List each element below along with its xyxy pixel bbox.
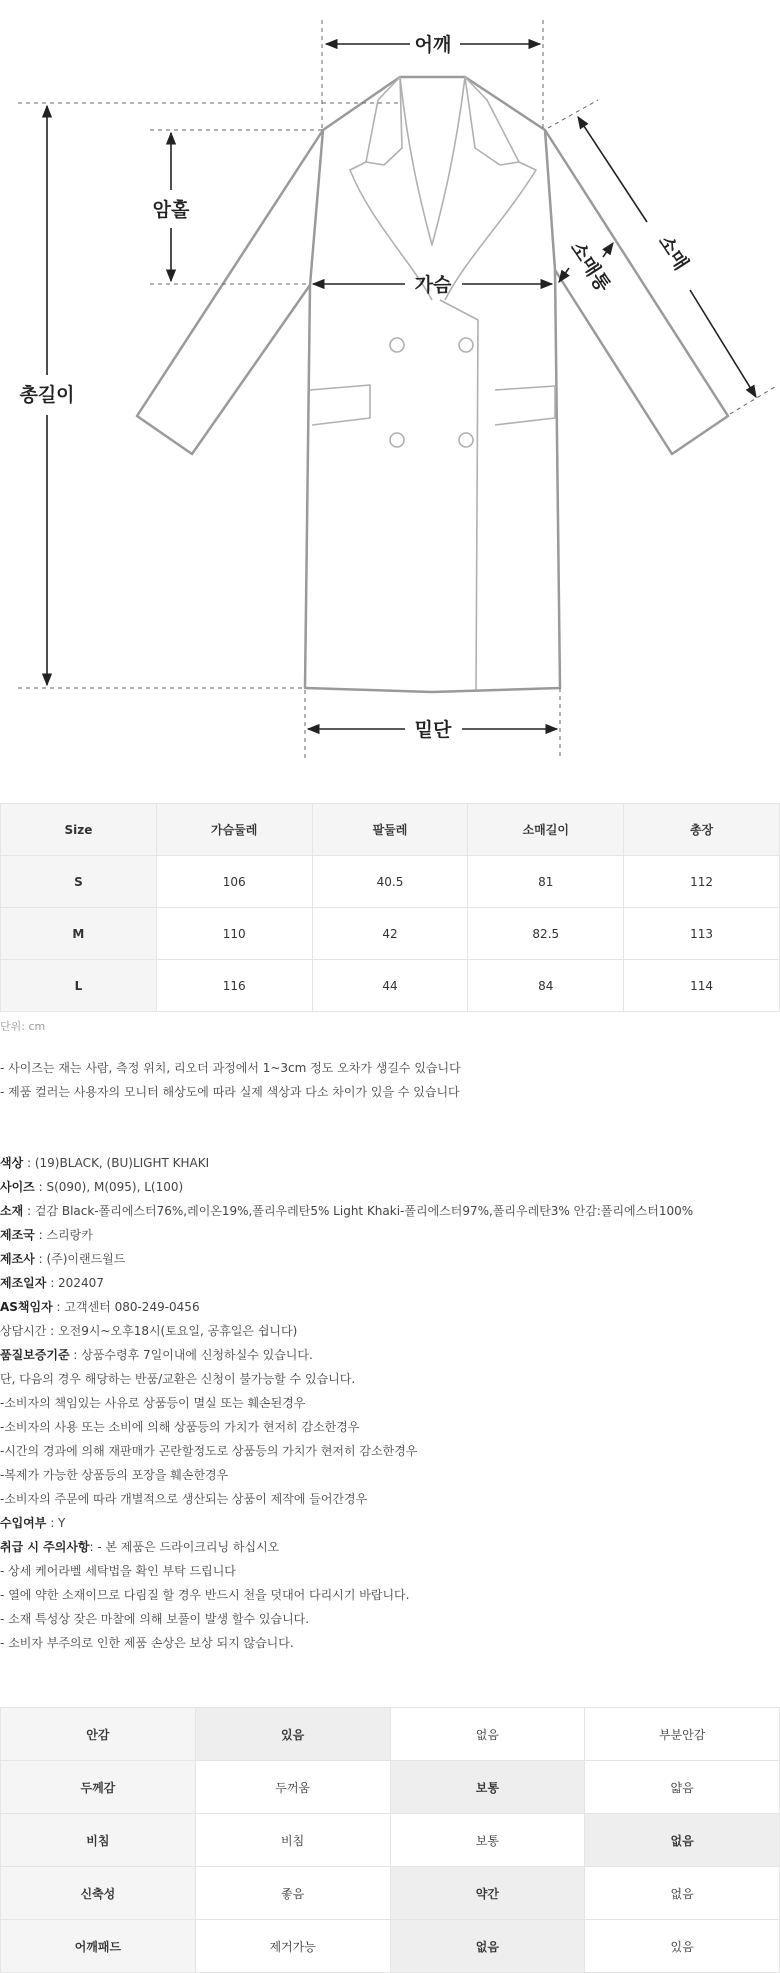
coat-outline (137, 77, 728, 692)
spec-value: -복제가 가능한 상품등의 포장을 훼손한경우 (0, 1468, 229, 1482)
table-row (1, 856, 780, 908)
feature-row (1, 1867, 780, 1920)
spec-value: : 스리랑카 (34, 1228, 93, 1242)
lapel-right (445, 162, 536, 300)
size-table-header (1, 804, 780, 856)
arm-col-header: 팔둘레 (312, 804, 468, 856)
spec-line (0, 1511, 780, 1535)
spec-line (0, 1223, 780, 1247)
sleeve-width-arrow (603, 243, 613, 257)
feature-option-selected: 약간 (390, 1867, 585, 1920)
spec-key: 색상 (0, 1156, 24, 1170)
table-row (1, 960, 780, 1012)
chest-col-header: 가슴둘레 (156, 804, 312, 856)
spec-key: 수입여부 (0, 1516, 47, 1530)
spec-key: 취급 시 주의사항 (0, 1540, 90, 1554)
table-cell: 106 (156, 856, 312, 908)
table-cell: 42 (312, 908, 468, 960)
pocket-left (310, 385, 370, 425)
spec-key: 제조국 (0, 1228, 35, 1242)
button (390, 433, 404, 447)
sleeve-width-arrow (559, 268, 569, 282)
spec-line (0, 1415, 780, 1439)
feature-option: 얇음 (585, 1761, 780, 1814)
spec-key: 소재 (0, 1204, 24, 1218)
spec-value: : (주)이랜드월드 (34, 1252, 126, 1266)
table-cell: 113 (624, 908, 780, 960)
feature-row (1, 1761, 780, 1814)
spec-line (0, 1295, 780, 1319)
spec-line (0, 1535, 780, 1559)
coat-details (310, 77, 555, 690)
spec-line (0, 1583, 780, 1607)
spec-line (0, 1559, 780, 1583)
feature-option: 보통 (390, 1814, 585, 1867)
spec-value: - 소재 특성상 잦은 마찰에 의해 보풀이 발생 할수 있습니다. (0, 1612, 310, 1626)
table-cell: 116 (156, 960, 312, 1012)
hem-label: 밑단 (414, 719, 452, 741)
spec-line (0, 1319, 780, 1343)
table-cell: 112 (624, 856, 780, 908)
spec-value: - 상세 케어라벨 세탁법을 확인 부탁 드립니다 (0, 1564, 236, 1578)
size-table (0, 803, 780, 1012)
armhole-label: 암홀 (152, 199, 190, 221)
table-cell: 84 (468, 960, 624, 1012)
table-cell: 40.5 (312, 856, 468, 908)
spec-value: : 겉감 Black-폴리에스터76%,레이온19%,폴리우레탄5% Light Khaki-폴리에스터97%,폴리우레탄3% 안감:폴리에스터100% (23, 1204, 694, 1218)
collar-left (366, 77, 402, 165)
button (390, 338, 404, 352)
unit-note: 단위: cm (0, 1020, 46, 1033)
coat-body (305, 77, 560, 692)
feature-option: 좋음 (195, 1867, 390, 1920)
sleeve-arrow (578, 117, 647, 222)
feature-option: 제거가능 (195, 1920, 390, 1973)
feature-label: 두께감 (1, 1761, 196, 1814)
spec-line (0, 1175, 780, 1199)
spec-value: - 소비자 부주의로 인한 제품 손상은 보상 되지 않습니다. (0, 1636, 294, 1650)
spec-line (0, 1199, 780, 1223)
collar-stand (400, 77, 465, 245)
size-cell: M (1, 908, 157, 960)
feature-option: 있음 (585, 1920, 780, 1973)
spec-value: - 열에 약한 소재이므로 다림질 할 경우 반드시 천을 덧대어 다리시기 바랍니다. (0, 1588, 410, 1602)
product-spec (0, 1151, 780, 1655)
table-cell: 81 (468, 856, 624, 908)
size-cell: S (1, 856, 157, 908)
feature-row (1, 1708, 780, 1761)
table-cell: 82.5 (468, 908, 624, 960)
table-row (1, 908, 780, 960)
sleeve-arrow (690, 290, 756, 397)
sleeve-label: 소매 (653, 231, 693, 275)
feature-label: 안감 (1, 1708, 196, 1761)
spec-value: -시간의 경과에 의해 재판매가 곤란할정도로 상품등의 가치가 현저히 감소한경우 (0, 1444, 418, 1458)
collar-right (465, 77, 519, 165)
spec-value: 단, 다음의 경우 해당하는 반품/교환은 신청이 불가능할 수 있습니다. (0, 1372, 356, 1386)
spec-value: -소비자의 주문에 따라 개별적으로 생산되는 상품이 제작에 들어간경우 (0, 1492, 368, 1506)
feature-row (1, 1814, 780, 1867)
spec-line (0, 1607, 780, 1631)
spec-value: : S(090), M(095), L(100) (34, 1180, 184, 1194)
feature-label: 신축성 (1, 1867, 196, 1920)
spec-line (0, 1343, 780, 1367)
spec-value: : (19)BLACK, (BU)LIGHT KHAKI (23, 1156, 210, 1170)
right-sleeve (545, 130, 728, 454)
left-sleeve (137, 130, 323, 454)
spec-line (0, 1151, 780, 1175)
feature-option: 두꺼움 (195, 1761, 390, 1814)
spec-line (0, 1439, 780, 1463)
spec-key: 제조사 (0, 1252, 35, 1266)
table-cell: 110 (156, 908, 312, 960)
spec-line (0, 1271, 780, 1295)
spec-key: AS책임자 (0, 1300, 53, 1314)
total-length-label: 총길이 (19, 384, 75, 406)
button (459, 338, 473, 352)
spec-value: : - 본 제품은 드라이크리닝 하십시오 (89, 1540, 280, 1554)
length-col-header: 총장 (624, 804, 780, 856)
spec-line (0, 1487, 780, 1511)
spec-line (0, 1463, 780, 1487)
spec-line (0, 1631, 780, 1655)
feature-option: 부분안감 (585, 1708, 780, 1761)
spec-value: : Y (46, 1516, 66, 1530)
chest-label: 가슴 (414, 274, 452, 296)
feature-option: 없음 (585, 1867, 780, 1920)
guide-lines (18, 20, 778, 760)
sleeve-col-header: 소매길이 (468, 804, 624, 856)
feature-row (1, 1920, 780, 1973)
front-placket (440, 300, 478, 690)
sleeve-width-label: 소매통 (565, 237, 615, 296)
spec-key: 제조일자 (0, 1276, 47, 1290)
spec-value: -소비자의 사용 또는 소비에 의해 상품등의 가치가 현저히 감소한경우 (0, 1420, 360, 1434)
table-cell: 44 (312, 960, 468, 1012)
pocket-right (495, 386, 555, 425)
feature-option-selected: 보통 (390, 1761, 585, 1814)
spec-value: : 상품수령후 7일이내에 신청하실수 있습니다. (69, 1348, 313, 1362)
button (459, 433, 473, 447)
size-cell: L (1, 960, 157, 1012)
feature-option-selected: 없음 (390, 1920, 585, 1973)
feature-option-selected: 있음 (195, 1708, 390, 1761)
spec-value: -소비자의 책임있는 사유로 상품등이 멸실 또는 훼손된경우 (0, 1396, 306, 1410)
size-notes (0, 1056, 461, 1104)
size-col-header: Size (1, 804, 157, 856)
feature-label: 비침 (1, 1814, 196, 1867)
table-cell: 114 (624, 960, 780, 1012)
note-line: - 사이즈는 재는 사람, 측정 위치, 리오더 과정에서 1~3cm 정도 오차가 생길수 있습니다 (0, 1061, 461, 1075)
spec-key: 품질보증기준 (0, 1348, 70, 1362)
spec-value: 상담시간 : 오전9시~오후18시(토요일, 공휴일은 쉽니다) (0, 1324, 298, 1338)
feature-option: 비침 (195, 1814, 390, 1867)
feature-option: 없음 (390, 1708, 585, 1761)
spec-line (0, 1247, 780, 1271)
spec-key: 사이즈 (0, 1180, 35, 1194)
spec-value: : 고객센터 080-249-0456 (52, 1300, 200, 1314)
feature-label: 어깨패드 (1, 1920, 196, 1973)
spec-value: : 202407 (46, 1276, 104, 1290)
coat-measurement-diagram (0, 0, 780, 770)
feature-option-selected: 없음 (585, 1814, 780, 1867)
feature-table (0, 1707, 780, 1973)
note-line: - 제품 컬러는 사용자의 모니터 해상도에 따라 실제 색상과 다소 차이가 있을 수 있습니다 (0, 1085, 460, 1099)
shoulder-label: 어깨 (414, 34, 452, 56)
spec-line (0, 1367, 780, 1391)
spec-line (0, 1391, 780, 1415)
